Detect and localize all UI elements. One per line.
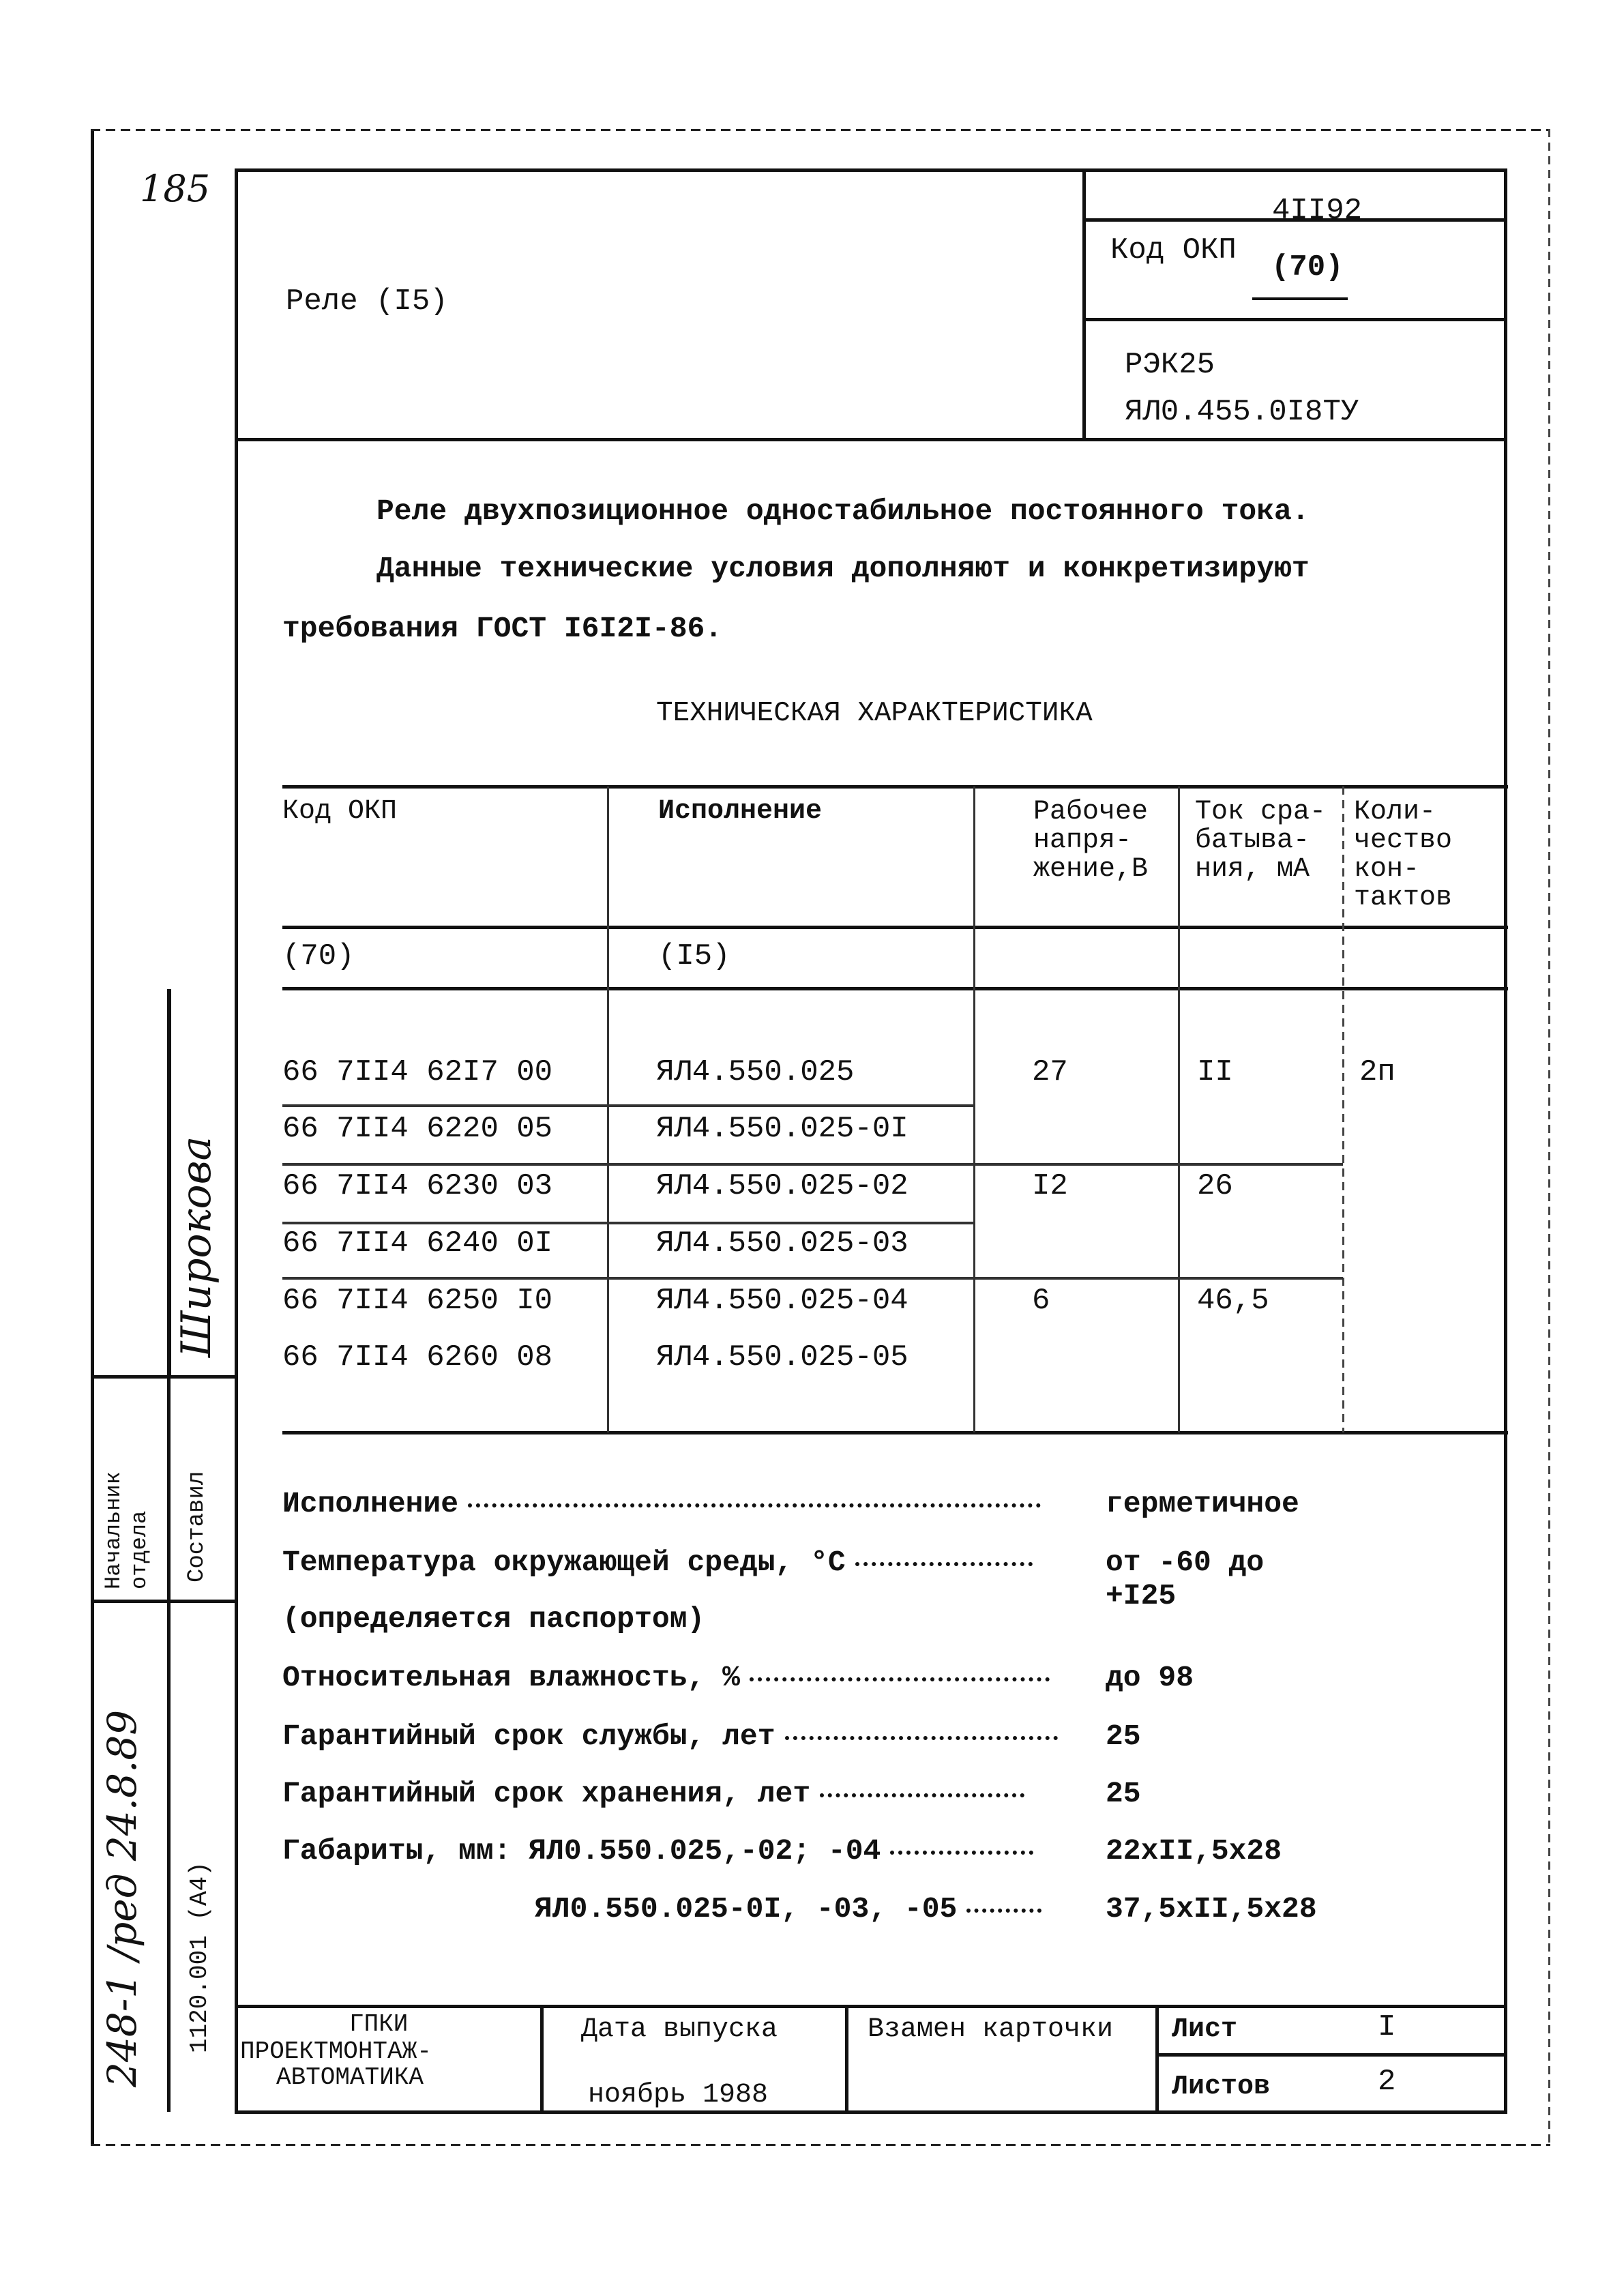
footer-replaces-label: Взамен карточки	[868, 2014, 1114, 2045]
footer-sheet-label: Лист	[1172, 2014, 1238, 2045]
col-divider-4	[1342, 786, 1344, 1432]
spec-humidity: Относительная влажность, % до 98	[282, 1661, 1194, 1694]
spec-dimensions-2: ЯЛ0.550.025-0I, -03, -05 37,5xII,5x28	[535, 1892, 1317, 1926]
row-6-code: 66 7II4 6260 08	[282, 1340, 553, 1374]
header-divider	[236, 438, 1507, 441]
footer-org-2: ПРОЕКТМОНТАЖ-	[240, 2037, 432, 2065]
row-line-2	[282, 1163, 1343, 1166]
footer-sheet-divider	[1157, 2053, 1505, 2057]
footer-top-line	[236, 2005, 1507, 2008]
col-divider-2	[973, 786, 975, 1432]
table-title: ТЕХНИЧЕСКАЯ ХАРАКТЕРИСТИКА	[656, 698, 1093, 729]
side-line-2	[93, 1600, 237, 1603]
main-box-left	[235, 168, 238, 2114]
side-author-label: Составил	[184, 1471, 210, 1583]
col-divider-3	[1178, 786, 1180, 1432]
spec-dimensions-1: Габариты, мм: ЯЛ0.550.025,-02; -04 22xII,5x28	[282, 1834, 1282, 1868]
outer-frame-top	[91, 129, 1550, 131]
subheader-variant: (I5)	[658, 939, 730, 973]
side-line-1	[93, 1375, 237, 1379]
row-4-code: 66 7II4 6240 0I	[282, 1226, 553, 1261]
col-divider-1	[607, 786, 609, 1432]
row-line-4	[282, 1277, 1343, 1280]
spec-service-life: Гарантийный срок службы, лет 25	[282, 1720, 1141, 1753]
col-header-variant: Исполнение	[658, 796, 823, 827]
row-3-variant: ЯЛ4.550.025-02	[656, 1169, 908, 1203]
okp-code: (70)	[1271, 250, 1344, 284]
intro-line-2: Данные технические условия дополняют и конкретизируют	[376, 552, 1310, 585]
outer-frame-bottom	[91, 2144, 1550, 2146]
col-header-voltage: Рабочее напря-жение,В	[1033, 797, 1149, 885]
main-box-right	[1504, 168, 1507, 2114]
footer-col-1	[540, 2006, 544, 2112]
table-header-line	[282, 926, 1508, 929]
row-line-3	[282, 1222, 974, 1224]
outer-frame-left	[91, 129, 94, 2145]
spec-enclosure: Исполнение герметичное	[282, 1487, 1299, 1520]
spec-temperature: Температура окружающей среды, °С от -60 до +I25	[282, 1546, 1265, 1613]
row-3-code: 66 7II4 6230 03	[282, 1169, 553, 1203]
side-signature-line	[167, 989, 171, 1378]
subheader-okp: (70)	[282, 939, 355, 973]
group-3-voltage: 6	[1032, 1284, 1050, 1318]
group-2-current: 26	[1197, 1169, 1233, 1203]
footer-col-2	[845, 2006, 848, 2112]
row-line-1	[282, 1104, 974, 1107]
row-1-code: 66 7II4 62I7 00	[282, 1055, 553, 1089]
row-5-code: 66 7II4 6250 I0	[282, 1284, 553, 1318]
outer-frame-right	[1548, 129, 1550, 2145]
main-box-top	[236, 168, 1507, 172]
header-vertical-divider	[1082, 168, 1086, 440]
okp-underline	[1252, 297, 1348, 300]
main-box-bottom	[236, 2110, 1507, 2114]
group-2-voltage: I2	[1032, 1169, 1068, 1203]
spec-document: ЯЛ0.455.0I8ТУ	[1125, 395, 1359, 429]
footer-col-3	[1155, 2006, 1159, 2112]
intro-line-1: Реле двухпозиционное одностабильное постоянного тока.	[376, 495, 1310, 528]
intro-line-3: требования ГОСТ I6I2I-86.	[282, 612, 723, 645]
col-header-contacts: Коли-чество кон-тактов	[1354, 797, 1453, 913]
side-col-line	[167, 1377, 171, 2112]
col-header-okp: Код ОКП	[282, 796, 398, 827]
row-4-variant: ЯЛ4.550.025-03	[656, 1226, 908, 1261]
side-head-label: Начальник отдела	[101, 1471, 153, 1589]
group-1-voltage: 27	[1032, 1055, 1068, 1089]
side-author-signature: Широкова	[173, 1136, 220, 1357]
col-header-current: Ток сра-батыва-ния, мА	[1195, 797, 1327, 885]
table-subheader-line	[282, 987, 1508, 990]
side-handwritten-note: 248-1 /ред 24.8.89	[99, 1709, 145, 2087]
row-2-variant: ЯЛ4.550.025-0I	[656, 1112, 908, 1146]
spec-temperature-note: (определяется паспортом)	[282, 1602, 705, 1636]
okp-label: Код ОКП	[1110, 233, 1237, 267]
contacts-value: 2п	[1359, 1055, 1395, 1089]
footer-sheets-value: 2	[1378, 2065, 1396, 2099]
header-right-line-2	[1084, 318, 1504, 321]
row-2-code: 66 7II4 6220 05	[282, 1112, 553, 1146]
group-3-current: 46,5	[1197, 1284, 1269, 1318]
spec-storage-life: Гарантийный срок хранения, лет 25	[282, 1777, 1141, 1810]
header-title: Реле (I5)	[286, 284, 448, 319]
table-bottom-line	[282, 1431, 1508, 1434]
footer-sheets-label: Листов	[1172, 2072, 1271, 2102]
footer-sheet-value: I	[1378, 2010, 1396, 2044]
product-name: РЭК25	[1125, 348, 1215, 382]
row-5-variant: ЯЛ4.550.025-04	[656, 1284, 908, 1318]
footer-org-1: ГПКИ	[349, 2010, 409, 2038]
footer-date-value: ноябрь 1988	[588, 2080, 769, 2110]
row-6-variant: ЯЛ4.550.025-05	[656, 1340, 908, 1374]
footer-org-3: АВТОМАТИКА	[276, 2063, 424, 2091]
group-1-current: II	[1197, 1055, 1233, 1089]
footer-date-label: Дата выпуска	[581, 2014, 778, 2045]
table-top-line	[282, 785, 1508, 789]
page-number: 185	[140, 167, 211, 210]
side-form-code: 1120.001 (А4)	[186, 1861, 213, 2053]
row-1-variant: ЯЛ4.550.025	[656, 1055, 855, 1089]
code-number: 4II92	[1272, 194, 1363, 228]
